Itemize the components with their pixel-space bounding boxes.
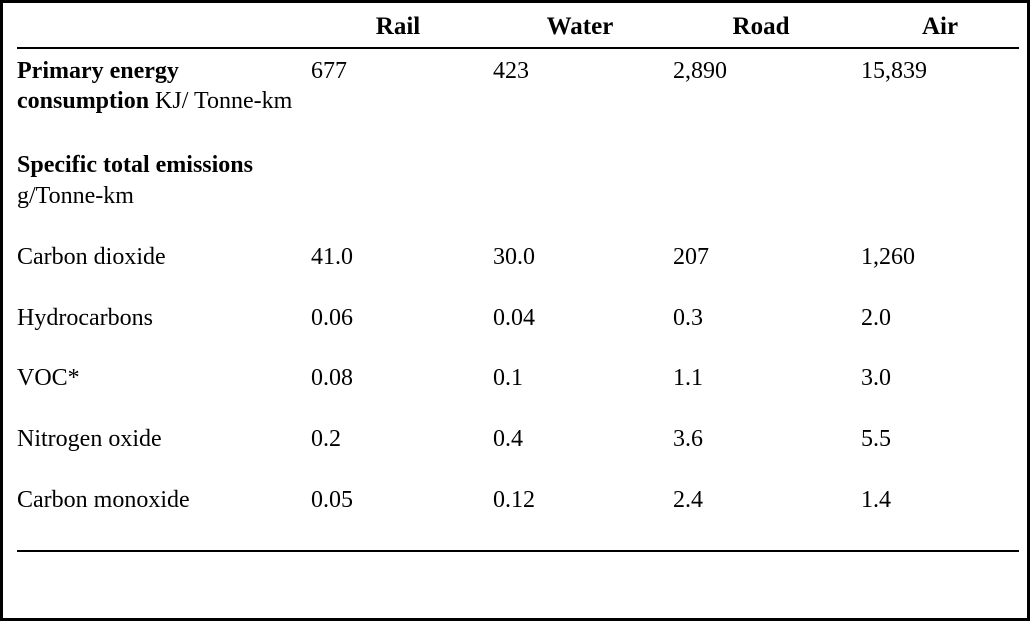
- table-row: [17, 273, 1019, 334]
- row-label-units: KJ/ Tonne-km: [155, 88, 293, 115]
- cell-hc-rail: 0.06: [311, 304, 353, 331]
- section-title: Specific total emissions: [17, 152, 253, 179]
- cell-hc-air: 2.0: [861, 304, 891, 331]
- table-bottom-rule: [17, 551, 1019, 552]
- section-heading: [17, 146, 1019, 211]
- table-body: [17, 48, 1019, 552]
- cell-co2-air: 1,260: [861, 243, 915, 270]
- cell-co2-water: 30.0: [493, 243, 535, 270]
- cell-co-rail: 0.05: [311, 486, 353, 513]
- row-spacer: [17, 516, 1019, 551]
- cell-energy-air: 15,839: [861, 58, 927, 84]
- cell-energy-road: 2,890: [673, 58, 727, 84]
- cell-nox-rail: 0.2: [311, 426, 341, 453]
- table-header: [17, 11, 1019, 48]
- table-row: [17, 455, 1019, 516]
- cell-co-road: 2.4: [673, 486, 703, 513]
- cell-co2-road: 207: [673, 243, 709, 270]
- cell-voc-road: 1.1: [673, 365, 703, 392]
- cell-nox-water: 0.4: [493, 426, 523, 453]
- row-label-primary-energy: [17, 48, 303, 116]
- table-container: [3, 3, 1027, 618]
- cell-hc-road: 0.3: [673, 304, 703, 331]
- section-subtitle: g/Tonne-km: [17, 183, 134, 210]
- row-label-hydrocarbons: Hydrocarbons: [17, 304, 153, 331]
- cell-voc-air: 3.0: [861, 365, 891, 392]
- column-header-blank: [17, 11, 303, 48]
- cell-energy-rail: 677: [311, 58, 347, 84]
- cell-nox-road: 3.6: [673, 426, 703, 453]
- cell-co2-rail: 41.0: [311, 243, 353, 270]
- column-header-road: Road: [667, 11, 849, 48]
- emissions-table: [17, 11, 1019, 552]
- column-header-rail: Rail: [303, 11, 485, 48]
- table-row: [17, 212, 1019, 273]
- row-spacer: [17, 116, 1019, 146]
- table-row: [17, 48, 1019, 116]
- spacer-cell: [17, 516, 1019, 551]
- table-row: [17, 333, 1019, 394]
- cell-hc-water: 0.04: [493, 304, 535, 331]
- column-header-air: Air: [849, 11, 1019, 48]
- row-label-carbon-dioxide: Carbon dioxide: [17, 243, 166, 270]
- row-label-bold: Primary energy consumption: [17, 58, 179, 115]
- bottom-rule-cell: [17, 551, 1019, 552]
- cell-co-water: 0.12: [493, 486, 535, 513]
- cell-nox-air: 5.5: [861, 426, 891, 453]
- row-label-carbon-monoxide: Carbon monoxide: [17, 486, 190, 513]
- section-heading-row: [17, 146, 1019, 211]
- cell-voc-rail: 0.08: [311, 365, 353, 392]
- cell-voc-water: 0.1: [493, 365, 523, 392]
- cell-co-air: 1.4: [861, 486, 891, 513]
- cell-energy-water: 423: [493, 58, 529, 84]
- table-header-row: [17, 11, 1019, 48]
- spacer-cell: [17, 116, 1019, 146]
- row-label-nitrogen-oxide: Nitrogen oxide: [17, 426, 162, 453]
- column-header-water: Water: [485, 11, 667, 48]
- row-label-voc: VOC*: [17, 365, 80, 392]
- table-row: [17, 394, 1019, 455]
